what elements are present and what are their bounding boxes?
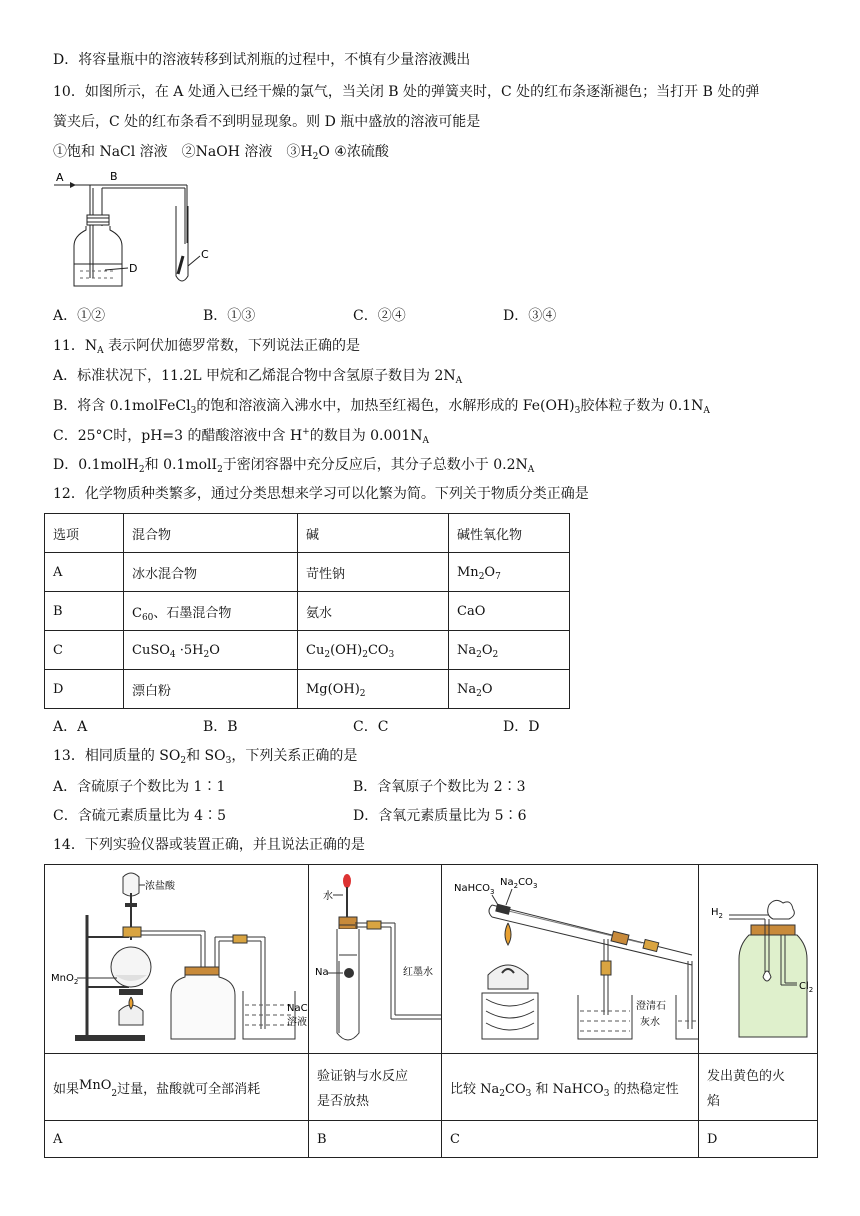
cell-mixture: 冰水混合物	[124, 553, 298, 592]
desc-b-line2: 是否放热	[317, 1094, 370, 1109]
label-naoh: NaC	[287, 1003, 308, 1014]
label-red-ink: 红墨水	[403, 967, 433, 978]
desc-d-line2: 焰	[707, 1094, 721, 1109]
fig-label-a: A	[56, 171, 64, 184]
desc-b-line1: 验证钠与水反应	[317, 1069, 409, 1084]
cell-oxide: $Mn_2O_7$	[449, 553, 570, 592]
table-header-row	[45, 514, 570, 553]
header-base: 碱	[298, 514, 449, 553]
q11-stem: 11．$N_A$ 表示阿伏加德罗常数，下列说法正确的是	[53, 338, 361, 356]
table-row	[45, 592, 570, 631]
q13-option-b: B．含氧原子个数比为 2∶3	[353, 779, 526, 795]
q14-stem: 14．下列实验仪器或装置正确，并且说法正确的是	[53, 837, 365, 853]
q10-stem-line1: 10．如图所示，在 A 处通入已经干燥的氯气，当关闭 B 处的弹簧夹时，C 处的红布条逐渐褪色；当打开 B 处的弹	[53, 84, 760, 100]
cell-label-b: B	[309, 1121, 442, 1158]
fig-label-b: B	[110, 170, 118, 183]
q10-stem-line2: 簧夹后，C 处的红布条看不到明显现象。则 D 瓶中盛放的溶液可能是	[53, 114, 481, 130]
fig-label-d: D	[129, 262, 138, 275]
label-solution: 溶液	[287, 1017, 307, 1028]
q10-option-d: D．③④	[503, 308, 557, 324]
cell-option: C	[45, 631, 124, 670]
q13-option-d: D．含氧元素质量比为 5∶6	[353, 808, 527, 824]
cell-base: 氨水	[298, 592, 449, 631]
q13-stem: 13．相同质量的 $SO_2$和 $SO_3$，下列关系正确的是	[53, 748, 358, 766]
cell-base: $Cu_2(OH)_2CO_3$	[298, 631, 449, 670]
q10-option-a: A．①②	[53, 308, 106, 324]
q13-option-c: C．含硫元素质量比为 4∶5	[53, 808, 226, 824]
q10-option-b: B．①③	[203, 308, 256, 324]
cell-desc-c: 比较 $Na_2CO_3$ 和 NaHCO$_3$ 的热稳定性	[442, 1054, 699, 1121]
label-na2co3: $Na_2CO_3$	[500, 877, 538, 890]
q12-stem: 12．化学物质种类繁多，通过分类思想来学习可以化繁为简。下列关于物质分类正确是	[53, 486, 589, 502]
cell-oxide: $Na_2O_2$	[449, 631, 570, 670]
q11-option-d: D．0.1molH$_2$和 0.1molI$_2$于密闭容器中充分反应后，其分子总数小于 $0.2N_A$	[53, 457, 535, 475]
fig-label-c: C	[201, 248, 209, 261]
cell-label-d: D	[699, 1121, 818, 1158]
cell-mixture: CuSO$_4$ $\cdot 5H_2O$	[124, 631, 298, 670]
q11-option-c: C．25°C时，pH=3 的醋酸溶液中含 H+的数目为 $0.001N_A$	[53, 427, 429, 446]
header-option: 选项	[45, 514, 124, 553]
desc-d-line1: 发出黄色的火	[707, 1069, 786, 1084]
label-limewater-1: 澄清石	[636, 1001, 666, 1012]
label-water: 水	[323, 891, 333, 902]
label-mno2: MnO$_2$	[51, 973, 79, 986]
label-limewater-2: 灰水	[640, 1017, 660, 1028]
label-row	[45, 1121, 818, 1158]
cell-mixture: $C_{60}$、石墨混合物	[124, 592, 298, 631]
q11-option-b: B．将含 0.1molFeCl$_3$的饱和溶液滴入沸水中，加热至红褐色，水解形成的 $Fe(OH)_3$胶体粒子数为 $0.1N_A$	[53, 398, 710, 416]
cell-option: A	[45, 553, 124, 592]
description-row	[45, 1054, 818, 1121]
q10-option-c: C．②④	[353, 308, 406, 324]
q14-apparatus-table	[44, 864, 818, 1158]
cell-oxide: CaO	[449, 592, 570, 631]
header-basic-oxide: 碱性氧化物	[449, 514, 570, 553]
cell-base: $Mg(OH)_2$	[298, 670, 449, 709]
table-row	[45, 670, 570, 709]
cell-mixture: 漂白粉	[124, 670, 298, 709]
figure-row	[45, 865, 818, 1054]
label-sodium: Na	[315, 967, 329, 978]
q9-option-d: D．将容量瓶中的溶液转移到试剂瓶的过程中，不慎有少量溶液溅出	[53, 52, 471, 68]
q12-option-c: C．C	[353, 719, 389, 735]
cell-desc-b	[309, 1054, 442, 1121]
table-row	[45, 631, 570, 670]
thermal-stability-figure	[442, 865, 698, 1049]
sodium-water-figure	[309, 865, 441, 1049]
header-mixture: 混合物	[124, 514, 298, 553]
q10-apparatus-figure	[50, 168, 240, 298]
hydrogen-chlorine-figure	[699, 865, 817, 1049]
q12-option-b: B．B	[203, 719, 238, 735]
q10-choices: ①饱和 NaCl 溶液 ②NaOH 溶液 $③H_2O$ ④浓硫酸	[53, 144, 389, 162]
cell-base: 苛性钠	[298, 553, 449, 592]
cell-figure-a	[45, 865, 309, 1054]
cell-desc-d	[699, 1054, 818, 1121]
label-conc-hcl: 浓盐酸	[145, 881, 175, 892]
cell-label-a: A	[45, 1121, 309, 1158]
cell-option: B	[45, 592, 124, 631]
cell-desc-a: 如果$^{MnO}_2$过量，盐酸就可全部消耗	[45, 1054, 309, 1121]
q13-option-a: A．含硫原子个数比为 1∶1	[53, 779, 226, 795]
q11-option-a: A．标准状况下，11.2L 甲烷和乙烯混合物中含氢原子数目为 $2N_A$	[53, 368, 463, 386]
q12-option-a: A．A	[53, 719, 88, 735]
label-h2: $H_2$	[711, 907, 723, 920]
label-nahco3: NaHCO$_3$	[454, 883, 495, 896]
table-row	[45, 553, 570, 592]
chlorine-generator-figure	[45, 865, 308, 1049]
cell-label-c: C	[442, 1121, 699, 1158]
cell-option: D	[45, 670, 124, 709]
cell-figure-b	[309, 865, 442, 1054]
cell-figure-c	[442, 865, 699, 1054]
q12-option-d: D．D	[503, 719, 540, 735]
cell-oxide: $Na_2O$	[449, 670, 570, 709]
q12-classification-table	[44, 513, 570, 709]
cell-figure-d	[699, 865, 818, 1054]
label-cl2: $Cl_2$	[799, 981, 814, 994]
